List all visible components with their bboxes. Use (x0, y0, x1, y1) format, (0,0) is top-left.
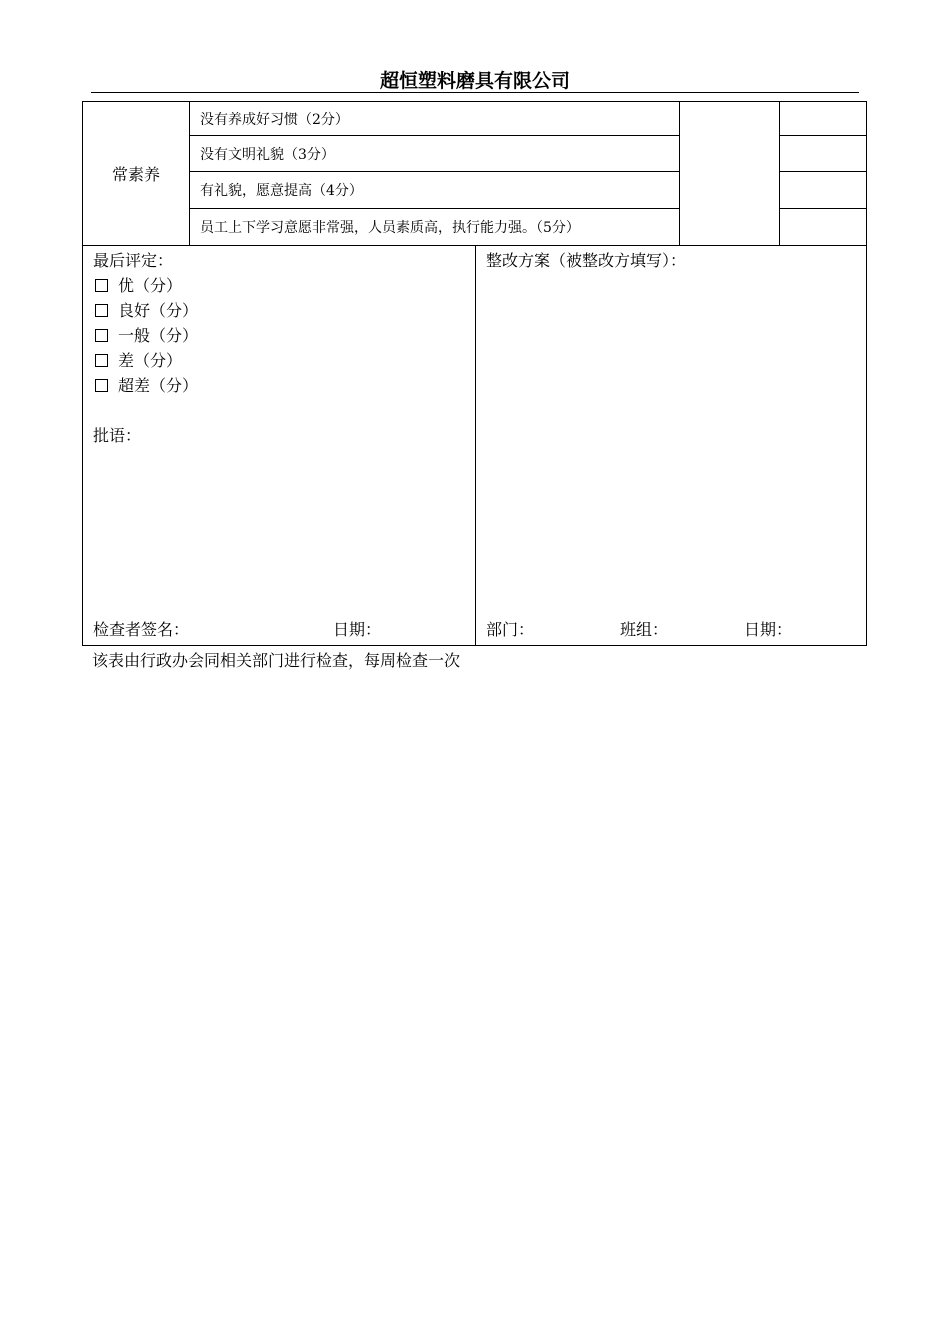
final-evaluation-title: 最后评定： (93, 251, 174, 270)
rectification-plan (486, 248, 686, 273)
rating-label: 超差（分） (118, 376, 199, 395)
rating-label: 一般（分） (118, 326, 199, 345)
team-label: 班组： (620, 620, 669, 639)
department-label: 部门： (486, 620, 535, 639)
rectification-title: 整改方案（被整改方填写）： (486, 251, 687, 270)
checkbox-icon[interactable] (95, 379, 108, 392)
final-evaluation (93, 248, 198, 448)
rating-label: 差（分） (118, 351, 183, 370)
checkbox-icon[interactable] (95, 279, 108, 292)
rating-option[interactable] (93, 373, 198, 398)
check-cell[interactable] (780, 209, 867, 246)
rating-option[interactable] (93, 298, 198, 323)
rating-option[interactable] (93, 348, 198, 373)
checkbox-icon[interactable] (95, 354, 108, 367)
criteria-row: 员工上下学习意愿非常强，人员素质高，执行能力强。（5分） (190, 209, 680, 246)
score-cell[interactable] (680, 102, 780, 246)
rating-label: 优（分） (118, 276, 183, 295)
inspector-signature-label: 检查者签名： (93, 620, 190, 639)
rating-label: 良好（分） (118, 301, 199, 320)
criteria-row: 没有文明礼貌（3分） (190, 136, 680, 172)
inspection-date-label: 日期： (333, 620, 382, 639)
comment-label: 批语： (93, 426, 142, 445)
check-cell[interactable] (780, 172, 867, 209)
footer-note: 该表由行政办会同相关部门进行检查，每周检查一次 (92, 651, 461, 670)
title-underline (91, 92, 859, 93)
rating-option[interactable] (93, 273, 198, 298)
company-title: 超恒塑料磨具有限公司 (379, 70, 570, 92)
check-cell[interactable] (780, 136, 867, 172)
checkbox-icon[interactable] (95, 304, 108, 317)
evaluation-section (82, 245, 867, 646)
column-divider (475, 245, 476, 645)
check-cell[interactable] (780, 102, 867, 136)
criteria-table (82, 101, 867, 246)
criteria-row: 没有养成好习惯（2分） (190, 102, 680, 136)
rating-option[interactable] (93, 323, 198, 348)
category-cell: 常素养 (83, 102, 190, 246)
criteria-row: 有礼貌，愿意提高（4分） (190, 172, 680, 209)
rectification-date-label: 日期： (744, 620, 793, 639)
checkbox-icon[interactable] (95, 329, 108, 342)
